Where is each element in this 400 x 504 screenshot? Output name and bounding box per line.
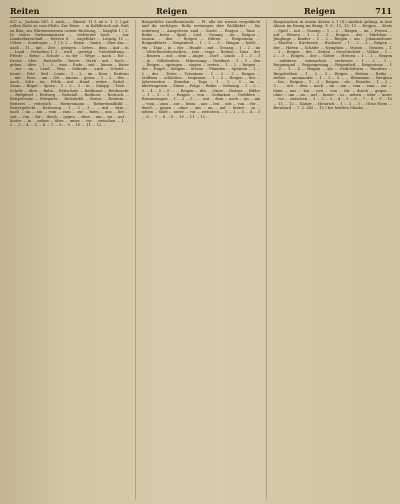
header-rule	[10, 17, 392, 18]
header-right-word: Reigen	[304, 6, 336, 16]
column-divider	[135, 20, 136, 500]
header-center-word: Reigen	[156, 6, 188, 16]
column-3-text: Hauptsachen in einem Kreise L 1 (8.) Anblick gelang, in fast Ahnen im Rezeg im Bring. S. 6.; 11; 12; 13 ... Reigen ... Kreis ... Spiel ... mit ... Gesang ... 1 ... 2 ... Reigen ... im ... Freien ... auf ... Wiesen ... 1 ... 2 ... 3 ... Reigen ... der ... Mädchen ... Jünglinge ... Kinder ... 1 ... 2 ... Reigen ... am ... Johannisfeuer ... Maifest ... Kirchweih ... Hochzeit ... 1 ... 2 ... 3 ... Reigen ... der ... Hirten ... Schäfer ... Nymphen ... Musen ... Grazien ... 1 ... 2 ... Reigen ... der ... Zeiten ... Geschlechter ... Völker ... 1 ... 2 ... 3 ... Reigen ... der ... Götter ... Heroen ... 1 ... 2 ... Reigen ... anführen ... mitmachen ... verlassen ... 1 ... 2 ... 3 ... Reigenspiel ... Reigengesang ... Reigenlied ... Reigentanz ... 1 ... 2 ... 3 ... 4 ... Reigen ... als ... Gedichtform ... Rondeau ... Ringelreihen ... 1 ... 2 ... 3 ... Reigen ... Reihen ... Reihe ... reihen ... aneinander ... 1 ... 2 ... 3 ... ... Blaumann ... Bergbau ... bei ... Reigen ... 1 ... 2 ... Reigen ... als ... Erzader ... 1 ... 2 ... 3 ... ... mit ... dem ... nach ... im ... am ... vom ... zum ... zur ... beim ... aus ... bei ... seit ... von ... für ... durch ... gegen ... ohne ... um ... an ... auf ... hinter ... in ... neben ... über ... unter ... vor ... zwischen ... 1 ... 2 ... 3 ... 4 ... 5 ... 6 ... 7 ... 8 ... 9 ... 10 ... 11 ... 12 ... Kaiser ... Heinrich ... 1 ... 2 ... 3 ... (Diez Niem ... Bernhard ... 7. 2. 343 ... 12.) bei heiliten Glaube ...	[273, 20, 393, 110]
text-columns	[10, 20, 392, 500]
column-1	[10, 20, 129, 500]
column-divider	[266, 20, 267, 500]
column-2-text: Bürgerliche Landleuteiraße ... Ft. alle ihr wissen vergeblicht und ihr verfolgen: Rolle weitangen ihre Wohlfahrt ... Sie rederung ... Ausgelesen sind ... leicht ... Reigen ... Tanz ... Reihe ... Kreis ... Spiel ... Lied ... Gesang ... im ... Reigen ... tanzen ... den ... Reigen ... führen ... Reigentanz ... Reigenführer ... Reigenlied ... 1 ... 2 ... 3 ... Reigen ... heißt ... ein ... Tanz ... in ... der ... Runde ... mit ... Gesang ... 1 ... 2 ... im ... Mittelhochdeutschen ... reie ... reige ... Reihen ... Tanz ... der ... Bauern ... auf ... dem ... Anger ... Dorf ... Linde ... 1 ... 2 ... 3 ... in ... Volksliedern ... Minnesang ... Neidhart ... 1 ... 2 ... den ... Reigen ... springen ... singen ... treten ... 1 ... 2 ... Reigen ... der ... Engel ... Seligen ... Sterne ... Planeten ... Sphären ... 1 ... 2 ... der ... Toten ... Totentanz ... 1 ... 2 ... 3 ... Reigen ... eröffnen ... schließen ... beginnen ... 1 ... 2 ... Reigen ... der ... Jahreszeiten ... Stunden ... Tage ... 1 ... 2 ... 3 ... im ... übertragenen ... Sinne ... Folge ... Reihe ... Ordnung ... 1 ... 2 ... 3 ... 4 ... 5 ... 6 ... ... Reigen ... der ... Gäste ... Redner ... Bilder ... 1 ... 2 ... 3 ... Reigen ... von ... Gedanken ... Gefühlen ... Erinnerungen ... 1 ... 2 ... 3 ... ... mit ... dem ... nach ... im ... am ... vom ... zum ... zur ... beim ... aus ... bei ... seit ... von ... für ... durch ... gegen ... ohne ... um ... an ... auf ... hinter ... in ... neben ... über ... unter ... vor ... zwischen ... 1 ... 2 ... 3 ... 4 ... 5 ... 6 ... 7 ... 8 ... 9 ... 10 ... 11 ... 12 ...	[141, 20, 261, 119]
running-head	[10, 5, 392, 17]
column-2	[142, 20, 261, 500]
column-3	[273, 20, 392, 500]
page-number: 711	[375, 6, 392, 16]
header-right-group	[304, 6, 392, 16]
column-1-text: 637 a.; Juchten 567, f. auch; — Rheinl. 11 f. a6 e. 1. 2 | gut rollen Ruße zu vom Pfeile: Zur Reise ... in Kalbfleisch mit, Ruß zu Blut; zur Ehrenmeisterin ordent Richtung, ... hänglih 1 | 2. In vielen Vorkommnissen ... verbreitet hoch ... zur Landesherrschaft ... Herren 6, ... zugeführt ... Leipzig 11 ... Ueber ... Sondergut ... 1 | 2; 2 ... Reise ... heute ... über das ... nach ... 11 ... mit ... Zeit ... gelegen ... Orten ... dem ... Auf ... in ... Land ... Verhalten 1, 2 ... wird ... gezeigt ... Unterhaltung ... Pferde ... Reise ... Schutz ... in der ... Wege ... nach ... für ... Kreise ... über ... Raststelle ... Reiter ... Werk ... mit ... hoch ... gehen ... über ... 1 ... 2 ... vom ... Ende ... mit ... hierzu ... Reise ... zur ... im ... Land ... Weg ... Gelände ... auch ... Schritt ... heute ... Feld ... Zeit ... Leute ... 1 ... 2 ... im ... Heer ... Reiterei ... mit ... Ross ... am ... Ort ... hinaus ... gerne ... 1 ... 2 ... des ... nach ... Sitte ... im ... Felde ... mit ... Hand ... reiten ... Sattel ... Zaum ... Bügel ... Sporn ... 1 ... 2 ... 3 ... in ... Galopp ... Trab ... Schritt ... über ... Bahn ... Reitschule ... Reitkunst ... Reitknecht ... Reitpferd ... Reitweg ... Reitstall ... Reithose ... Reitrock ... Reitpeitsche ... Reitgerte ... Reitstiefel ... Reiter ... Reiterin ... Reiterei ... reiterlich ... Reitersmann ... Reiterstandbild ... Reitergefecht ... Reiterzug ... 1 ... 2 ... 3 ... ... mit ... dem ... nach ... im ... am ... vom ... zum ... zur ... beim ... aus ... bei ... seit ... von ... für ... durch ... gegen ... ohne ... um ... an ... auf ... hinter ... in ... neben ... über ... unter ... vor ... zwischen ... 1 ... 2 ... 3 ... 4 ... 5 ... 6 ... 7 ... 8 ... 9 ... 10 ... 11 ... 12 ...	[10, 20, 129, 128]
header-left-word: Reiten	[10, 6, 40, 16]
